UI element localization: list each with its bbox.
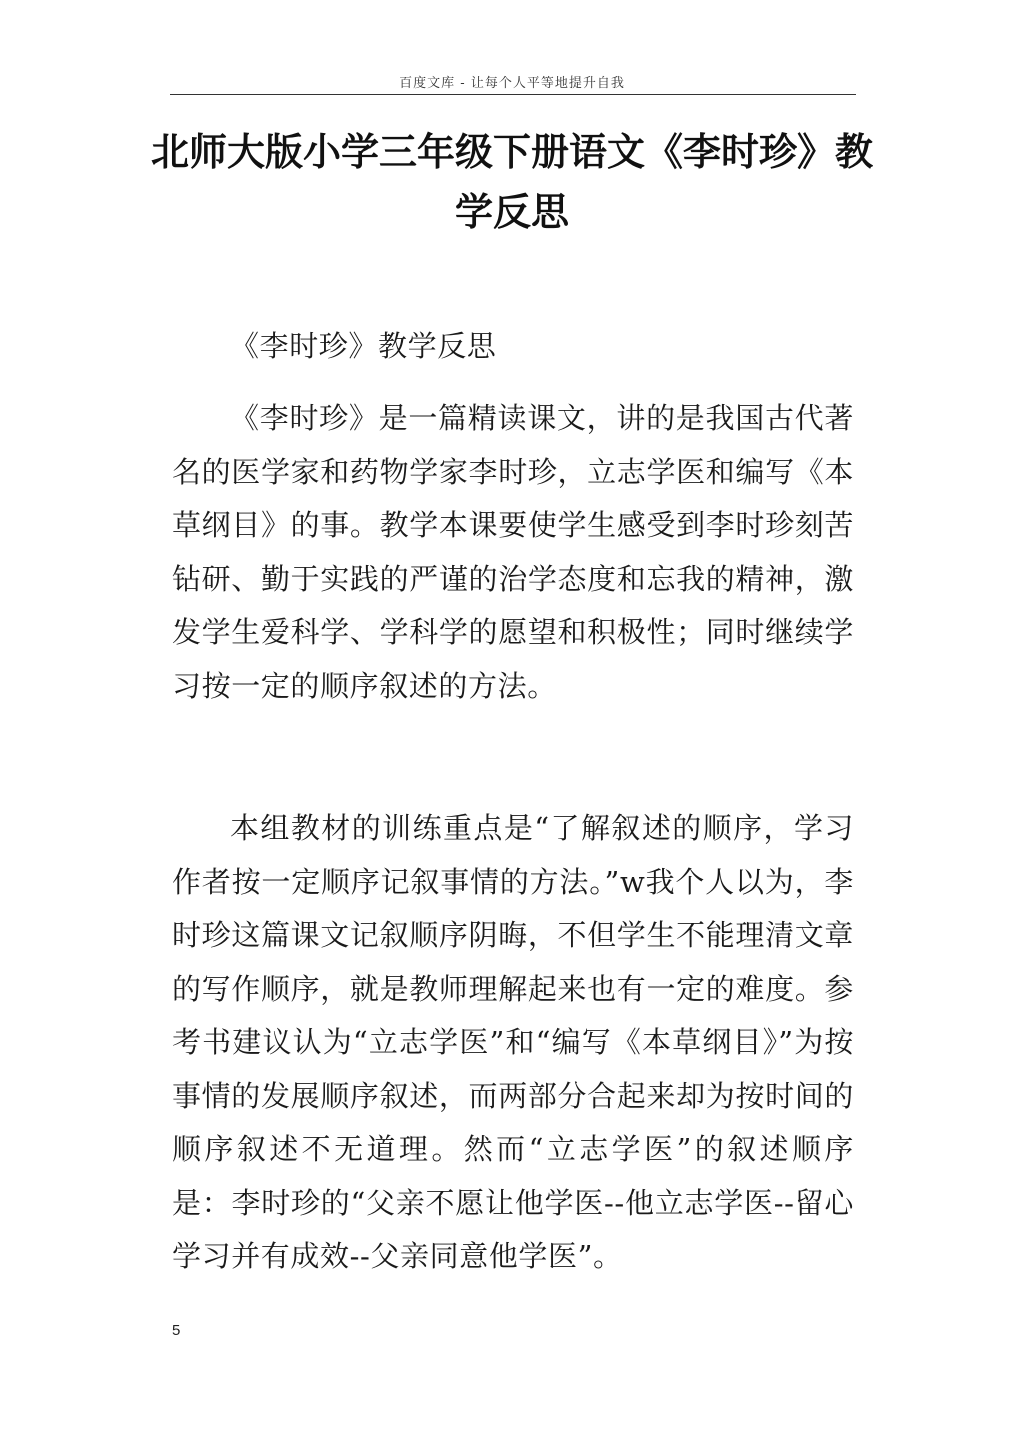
body-paragraph-2: 本组教材的训练重点是“了解叙述的顺序，学习作者按一定顺序记叙事情的方法。”w我个人以为，李时珍这篇课文记叙顺序阴晦，不但学生不能理清文章的写作顺序，就是教师理解起来也有一定的难度。参考书建议认为“立志学医”和“编写《本草纲目》”为按事情的发展顺序叙述，而两部分合起来却为按时间的顺序叙述不无道理。然而“立志学医”的叙述顺序是：李时珍的“父亲不愿让他学医--他立志学医--留心学习并有成效--父亲同意他学医”。: [172, 811, 854, 1273]
header-divider: [170, 94, 856, 95]
section-subheading-block: [172, 320, 854, 374]
page-number: 5: [172, 1322, 181, 1339]
page-header-text: 百度文库 - 让每个人平等地提升自我: [399, 76, 625, 91]
paragraph-2-block: [172, 802, 854, 1284]
body-paragraph-1: 《李时珍》是一篇精读课文，讲的是我国古代著名的医学家和药物学家李时珍，立志学医和编写《本草纲目》的事。教学本课要使学生感受到李时珍刻苦钻研、勤于实践的严谨的治学态度和忘我的精神，激发学生爱科学、学科学的愿望和积极性；同时继续学习按一定的顺序叙述的方法。: [172, 401, 854, 703]
paragraph-1-block: [172, 392, 854, 713]
document-title: 北师大版小学三年级下册语文《李时珍》教学反思: [150, 130, 873, 234]
section-subheading: 《李时珍》教学反思: [230, 329, 497, 363]
